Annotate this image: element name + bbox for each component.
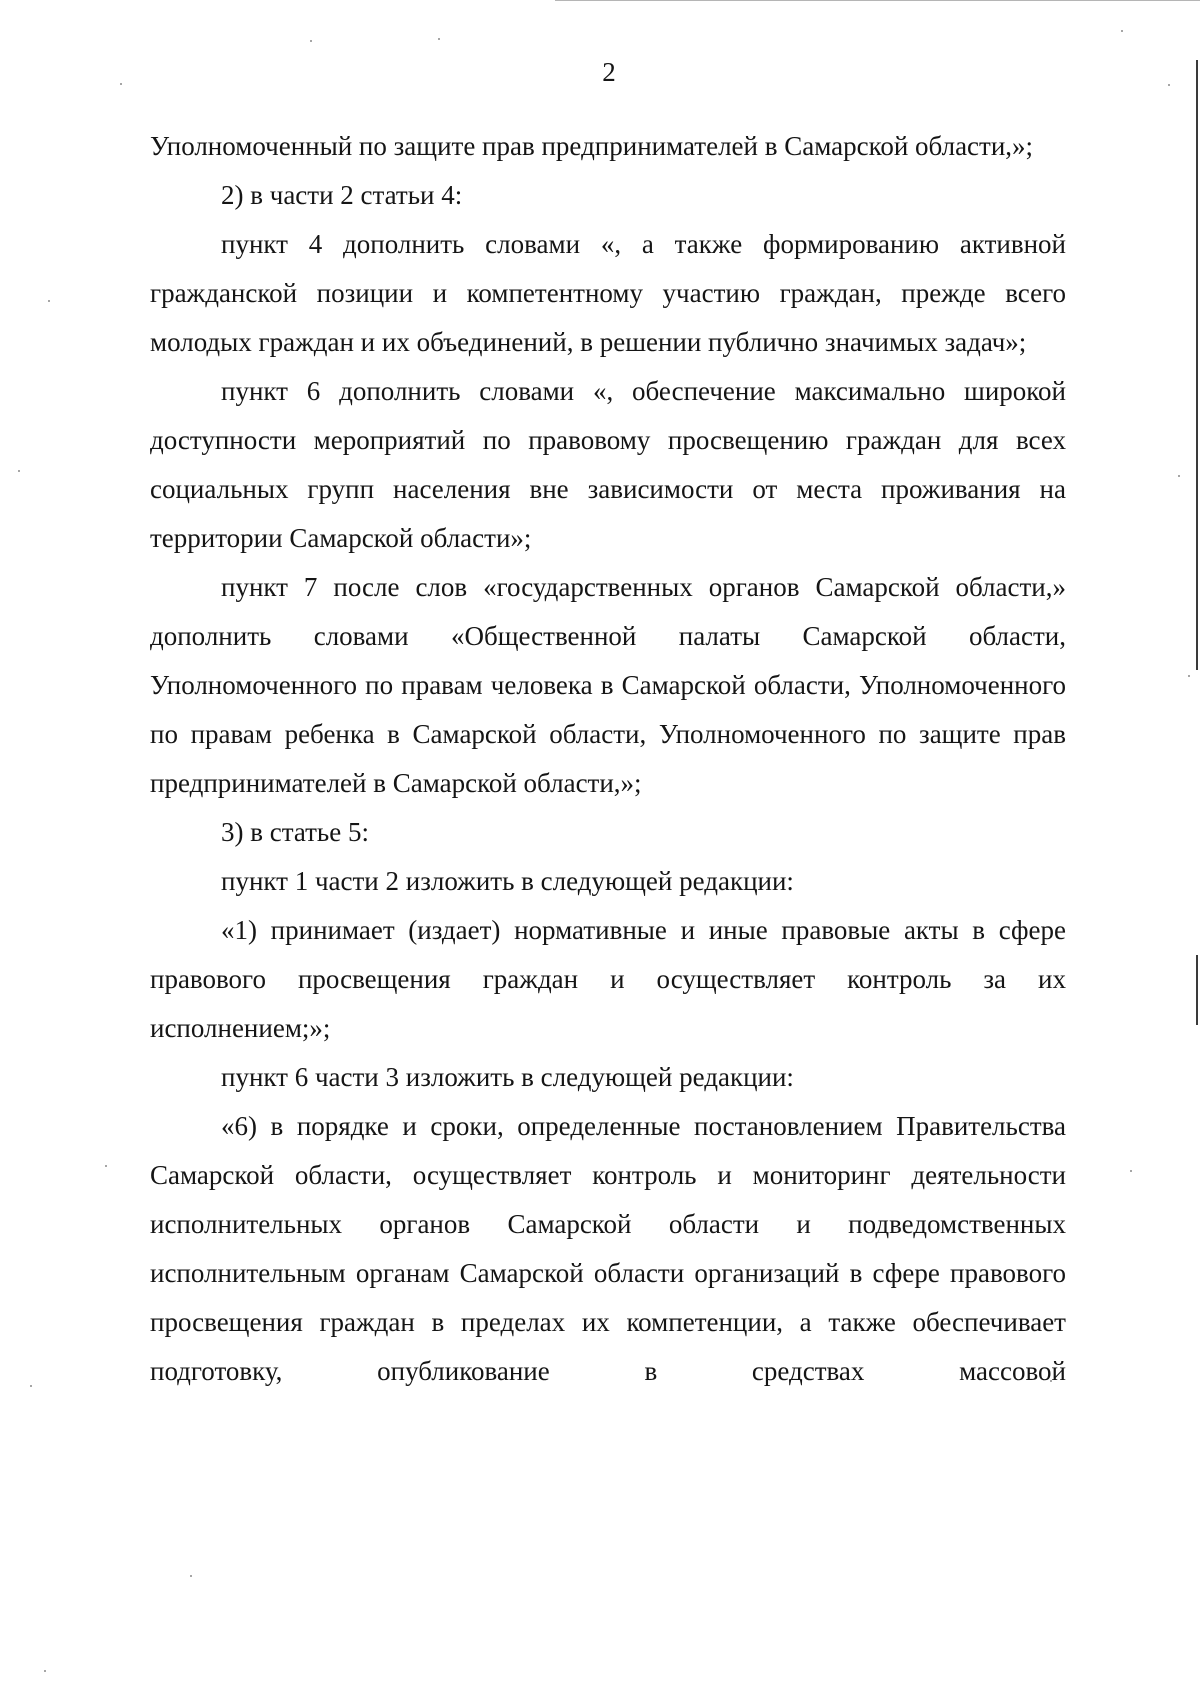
scan-edge-top <box>555 0 1200 1</box>
paragraph-quote-6: «6) в порядке и сроки, определенные постановлением Правительства Самарской области, осуществляет контроль и мониторинг деятельности исполнительных органов Самарской области и подведомственных исполнительным органам Самарской области организаций в сфере правового просвещения граждан в пределах их компетенции, а также обеспечивает подготовку, опубликование в средствах массовой <box>150 1111 1066 1386</box>
scan-speck <box>1178 475 1180 477</box>
paragraph-point-6: пункт 6 дополнить словами «, обеспечение максимально широкой доступности мероприятий по правовому просвещению граждан для всех социальных групп населения вне зависимости от места проживания на территории Самарской области»; <box>150 376 1066 553</box>
scan-speck <box>48 300 50 302</box>
paragraph-item-2-heading: 2) в части 2 статьи 4: <box>221 180 463 210</box>
scan-speck <box>1130 1170 1132 1172</box>
scan-speck <box>190 1575 192 1577</box>
scan-speck <box>1121 30 1123 32</box>
paragraph-quote-1: «1) принимает (издает) нормативные и иные правовые акты в сфере правового просвещения граждан и осуществляет контроль за их исполнением;»; <box>150 915 1066 1043</box>
paragraph-item-3-heading: 3) в статье 5: <box>221 817 369 847</box>
scan-speck <box>105 1165 107 1167</box>
paragraph-point-7: пункт 7 после слов «государственных органов Самарской области,» дополнить словами «Общественной палаты Самарской области, Уполномоченного по правам человека в Самарской области, Уполномоченного по правам ребенка в Самарской области, Уполномоченного по защите прав предпринимателей в Самарской области,»; <box>150 572 1066 798</box>
scan-speck <box>44 1670 46 1672</box>
paragraph-point-6-part-3: пункт 6 части 3 изложить в следующей редакции: <box>221 1062 794 1092</box>
document-body <box>150 122 1066 1396</box>
page-number: 2 <box>602 57 616 87</box>
paragraph-continuation: Уполномоченный по защите прав предпринимателей в Самарской области,»; <box>150 131 1034 161</box>
scan-edge-right-upper <box>1196 60 1198 670</box>
scan-speck <box>438 38 440 40</box>
scan-speck <box>310 40 312 42</box>
paragraph-point-1-part-2: пункт 1 части 2 изложить в следующей редакции: <box>221 866 794 896</box>
scan-edge-right-lower <box>1196 955 1198 1025</box>
scan-speck <box>30 1385 32 1387</box>
scan-speck <box>18 470 20 472</box>
paragraph-point-4: пункт 4 дополнить словами «, а также формированию активной гражданской позиции и компетентному участию граждан, прежде всего молодых граждан и их объединений, в решении публично значимых задач»; <box>150 229 1066 357</box>
scan-speck <box>1188 675 1190 677</box>
